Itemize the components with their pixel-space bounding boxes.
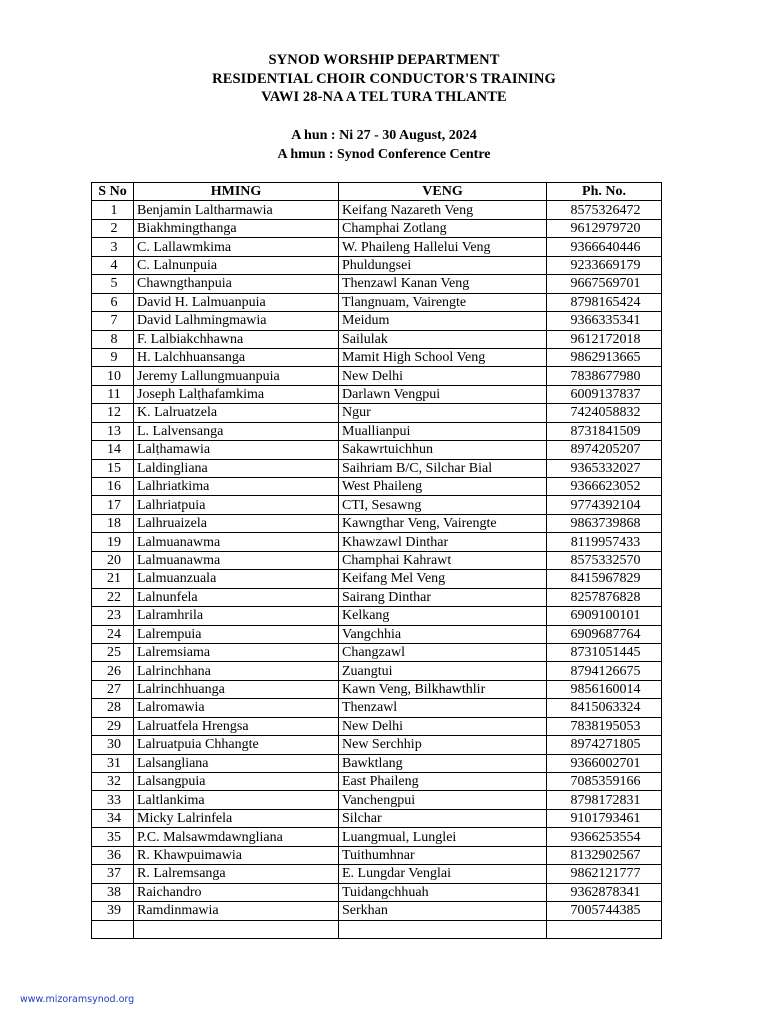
cell-veng: Sailulak [339, 330, 547, 348]
cell-veng: Keifang Nazareth Veng [339, 201, 547, 219]
cell-name: Benjamin Laltharmawia [134, 201, 339, 219]
document-header [0, 51, 768, 107]
cell-veng: Thenzawl [339, 699, 547, 717]
cell-phone: 8798172831 [547, 791, 662, 809]
cell-veng: Silchar [339, 809, 547, 827]
cell-veng: W. Phaileng Hallelui Veng [339, 238, 547, 256]
table-row [92, 754, 662, 772]
cell-name: Micky Lalrinfela [134, 809, 339, 827]
table-row [92, 680, 662, 698]
cell-veng: Serkhan [339, 902, 547, 920]
cell-veng: Khawzawl Dinthar [339, 533, 547, 551]
table-row [92, 662, 662, 680]
cell-phone: 9856160014 [547, 680, 662, 698]
table-row [92, 717, 662, 735]
cell-name: Lalmuanzuala [134, 570, 339, 588]
cell-veng: Ngur [339, 404, 547, 422]
cell-sno: 35 [92, 828, 134, 846]
cell-phone: 9366002701 [547, 754, 662, 772]
cell-sno: 39 [92, 902, 134, 920]
table-row [92, 404, 662, 422]
cell-sno: 16 [92, 478, 134, 496]
table-row [92, 459, 662, 477]
cell-sno: 25 [92, 643, 134, 661]
cell-phone: 7005744385 [547, 902, 662, 920]
table-row [92, 201, 662, 219]
cell-phone: 8798165424 [547, 293, 662, 311]
table-row [92, 736, 662, 754]
cell-veng: Tuithumhnar [339, 846, 547, 864]
cell-sno: 11 [92, 385, 134, 403]
table-row [92, 219, 662, 237]
cell-name: P.C. Malsawmdawngliana [134, 828, 339, 846]
cell-name: Laltlankima [134, 791, 339, 809]
cell-sno: 37 [92, 865, 134, 883]
table-row [92, 496, 662, 514]
cell-sno: 13 [92, 422, 134, 440]
cell-sno: 30 [92, 736, 134, 754]
cell-phone: 9774392104 [547, 496, 662, 514]
cell-phone: 6909687764 [547, 625, 662, 643]
cell-veng [339, 920, 547, 938]
cell-name: Laldingliana [134, 459, 339, 477]
cell-veng: Kawn Veng, Bilkhawthlir [339, 680, 547, 698]
cell-name: Lalrinchhuanga [134, 680, 339, 698]
cell-sno: 22 [92, 588, 134, 606]
cell-name: H. Lalchhuansanga [134, 348, 339, 366]
cell-phone: 7838195053 [547, 717, 662, 735]
cell-name: Joseph Lalṭhafamkima [134, 385, 339, 403]
table-row [92, 588, 662, 606]
cell-phone: 6909100101 [547, 607, 662, 625]
cell-name: L. Lalvensanga [134, 422, 339, 440]
cell-phone: 8575332570 [547, 551, 662, 569]
cell-sno: 33 [92, 791, 134, 809]
cell-phone: 8119957433 [547, 533, 662, 551]
table-row [92, 551, 662, 569]
table-row [92, 330, 662, 348]
cell-phone: 9612172018 [547, 330, 662, 348]
website-url[interactable]: www.mizoramsynod.org [20, 994, 135, 1005]
cell-veng: East Phaileng [339, 773, 547, 791]
cell-veng: Tlangnuam, Vairengte [339, 293, 547, 311]
table-row [92, 275, 662, 293]
cell-veng: Tuidangchhuah [339, 883, 547, 901]
cell-phone: 9362878341 [547, 883, 662, 901]
table-row [92, 385, 662, 403]
table-row [92, 533, 662, 551]
event-dates: A hun : Ni 27 - 30 August, 2024 [291, 128, 477, 143]
cell-veng: West Phaileng [339, 478, 547, 496]
cell-name: Chawngthanpuia [134, 275, 339, 293]
table-row [92, 238, 662, 256]
cell-phone: 8794126675 [547, 662, 662, 680]
table-row [92, 699, 662, 717]
cell-veng: Zuangtui [339, 662, 547, 680]
cell-sno: 3 [92, 238, 134, 256]
cell-sno [92, 920, 134, 938]
cell-veng: New Delhi [339, 717, 547, 735]
department-title: SYNOD WORSHIP DEPARTMENT [268, 52, 500, 68]
table-row [92, 920, 662, 938]
cell-name: Lalramhrila [134, 607, 339, 625]
cell-name: K. Lalruatzela [134, 404, 339, 422]
cell-phone: 7424058832 [547, 404, 662, 422]
cell-veng: CTI, Sesawng [339, 496, 547, 514]
batch-title: VAWI 28-NA A TEL TURA THLANTE [261, 89, 507, 105]
table-row [92, 312, 662, 330]
cell-name: Lalsangliana [134, 754, 339, 772]
event-details [0, 126, 768, 164]
cell-name: Lalrinchhana [134, 662, 339, 680]
table-row [92, 570, 662, 588]
table-row [92, 865, 662, 883]
cell-veng: E. Lungdar Venglai [339, 865, 547, 883]
cell-phone: 9612979720 [547, 219, 662, 237]
cell-sno: 24 [92, 625, 134, 643]
table-row [92, 809, 662, 827]
table-row [92, 846, 662, 864]
cell-sno: 8 [92, 330, 134, 348]
table-row [92, 902, 662, 920]
cell-phone: 8132902567 [547, 846, 662, 864]
cell-phone: 9366253554 [547, 828, 662, 846]
cell-name: David H. Lalmuanpuia [134, 293, 339, 311]
cell-name: Lalhriatkima [134, 478, 339, 496]
cell-veng: Sairang Dinthar [339, 588, 547, 606]
cell-veng: Thenzawl Kanan Veng [339, 275, 547, 293]
cell-phone: 8415967829 [547, 570, 662, 588]
cell-veng: Luangmual, Lunglei [339, 828, 547, 846]
cell-name: R. Khawpuimawia [134, 846, 339, 864]
cell-veng: Mamit High School Veng [339, 348, 547, 366]
cell-veng: Champhai Kahrawt [339, 551, 547, 569]
cell-veng: Vangchhia [339, 625, 547, 643]
cell-phone: 9101793461 [547, 809, 662, 827]
cell-phone: 9366623052 [547, 478, 662, 496]
table-row [92, 625, 662, 643]
cell-name: Jeremy Lallungmuanpuia [134, 367, 339, 385]
cell-phone: 9365332027 [547, 459, 662, 477]
table-row [92, 828, 662, 846]
table-row [92, 883, 662, 901]
cell-name: Lalromawia [134, 699, 339, 717]
cell-sno: 26 [92, 662, 134, 680]
table-row [92, 607, 662, 625]
cell-sno: 29 [92, 717, 134, 735]
cell-sno: 23 [92, 607, 134, 625]
cell-name: Lalnunfela [134, 588, 339, 606]
cell-phone: 8731841509 [547, 422, 662, 440]
cell-sno: 2 [92, 219, 134, 237]
column-header-phone: Ph. No. [547, 183, 662, 201]
cell-sno: 19 [92, 533, 134, 551]
training-title: RESIDENTIAL CHOIR CONDUCTOR'S TRAINING [212, 70, 556, 87]
cell-name: Ramdinmawia [134, 902, 339, 920]
cell-name: Lalruatfela Hrengsa [134, 717, 339, 735]
cell-phone: 7085359166 [547, 773, 662, 791]
cell-sno: 18 [92, 514, 134, 532]
cell-veng: Meidum [339, 312, 547, 330]
cell-name: Lalṭhamawia [134, 441, 339, 459]
table-row [92, 367, 662, 385]
table-row [92, 422, 662, 440]
cell-phone: 9233669179 [547, 256, 662, 274]
cell-phone: 9366335341 [547, 312, 662, 330]
cell-name: Lalrempuia [134, 625, 339, 643]
cell-name: C. Lalnunpuia [134, 256, 339, 274]
cell-sno: 17 [92, 496, 134, 514]
cell-sno: 7 [92, 312, 134, 330]
cell-sno: 38 [92, 883, 134, 901]
cell-phone: 8575326472 [547, 201, 662, 219]
cell-sno: 1 [92, 201, 134, 219]
cell-name: Lalruatpuia Chhangte [134, 736, 339, 754]
cell-phone: 8257876828 [547, 588, 662, 606]
cell-name: F. Lalbiakchhawna [134, 330, 339, 348]
column-header-veng: VENG [339, 183, 547, 201]
cell-sno: 4 [92, 256, 134, 274]
cell-name: Lalsangpuia [134, 773, 339, 791]
cell-name: Lalmuanawma [134, 533, 339, 551]
cell-veng: Vanchengpui [339, 791, 547, 809]
cell-veng: Darlawn Vengpui [339, 385, 547, 403]
cell-veng: Phuldungsei [339, 256, 547, 274]
cell-sno: 9 [92, 348, 134, 366]
cell-phone: 8731051445 [547, 643, 662, 661]
cell-sno: 34 [92, 809, 134, 827]
cell-veng: New Delhi [339, 367, 547, 385]
table-row [92, 441, 662, 459]
cell-veng: Muallianpui [339, 422, 547, 440]
cell-veng: Bawktlang [339, 754, 547, 772]
cell-phone: 9366640446 [547, 238, 662, 256]
event-venue: A hmun : Synod Conference Centre [277, 147, 491, 162]
column-header-name: HMING [134, 183, 339, 201]
table-row [92, 256, 662, 274]
cell-name: David Lalhmingmawia [134, 312, 339, 330]
cell-veng: Changzawl [339, 643, 547, 661]
cell-name: Lalmuanawma [134, 551, 339, 569]
table-row [92, 348, 662, 366]
cell-phone: 8974271805 [547, 736, 662, 754]
cell-sno: 20 [92, 551, 134, 569]
cell-name: Lalhruaizela [134, 514, 339, 532]
cell-sno: 6 [92, 293, 134, 311]
cell-phone: 8974205207 [547, 441, 662, 459]
table-header-row [92, 183, 662, 201]
cell-sno: 28 [92, 699, 134, 717]
table-row [92, 643, 662, 661]
cell-phone: 7838677980 [547, 367, 662, 385]
cell-sno: 32 [92, 773, 134, 791]
cell-veng: Kelkang [339, 607, 547, 625]
table-body [92, 201, 662, 939]
cell-sno: 12 [92, 404, 134, 422]
cell-veng: Kawngthar Veng, Vairengte [339, 514, 547, 532]
cell-veng: Champhai Zotlang [339, 219, 547, 237]
table-row [92, 293, 662, 311]
cell-sno: 5 [92, 275, 134, 293]
cell-sno: 15 [92, 459, 134, 477]
table-row [92, 791, 662, 809]
cell-sno: 10 [92, 367, 134, 385]
cell-phone: 9863739868 [547, 514, 662, 532]
table-row [92, 478, 662, 496]
cell-sno: 36 [92, 846, 134, 864]
cell-phone: 8415063324 [547, 699, 662, 717]
cell-name: Lalhriatpuia [134, 496, 339, 514]
cell-veng: Sakawrtuichhun [339, 441, 547, 459]
cell-phone [547, 920, 662, 938]
table-row [92, 514, 662, 532]
cell-phone: 6009137837 [547, 385, 662, 403]
participants-table [91, 182, 662, 939]
cell-sno: 14 [92, 441, 134, 459]
table-row [92, 773, 662, 791]
cell-phone: 9862121777 [547, 865, 662, 883]
cell-veng: Keifang Mel Veng [339, 570, 547, 588]
cell-phone: 9667569701 [547, 275, 662, 293]
cell-name: Lalremsiama [134, 643, 339, 661]
cell-sno: 31 [92, 754, 134, 772]
cell-sno: 27 [92, 680, 134, 698]
cell-veng: New Serchhip [339, 736, 547, 754]
cell-name: Raichandro [134, 883, 339, 901]
cell-phone: 9862913665 [547, 348, 662, 366]
cell-name [134, 920, 339, 938]
cell-sno: 21 [92, 570, 134, 588]
column-header-sno: S No [92, 183, 134, 201]
cell-veng: Saihriam B/C, Silchar Bial [339, 459, 547, 477]
cell-name: Biakhmingthanga [134, 219, 339, 237]
cell-name: R. Lalremsanga [134, 865, 339, 883]
cell-name: C. Lallawmkima [134, 238, 339, 256]
